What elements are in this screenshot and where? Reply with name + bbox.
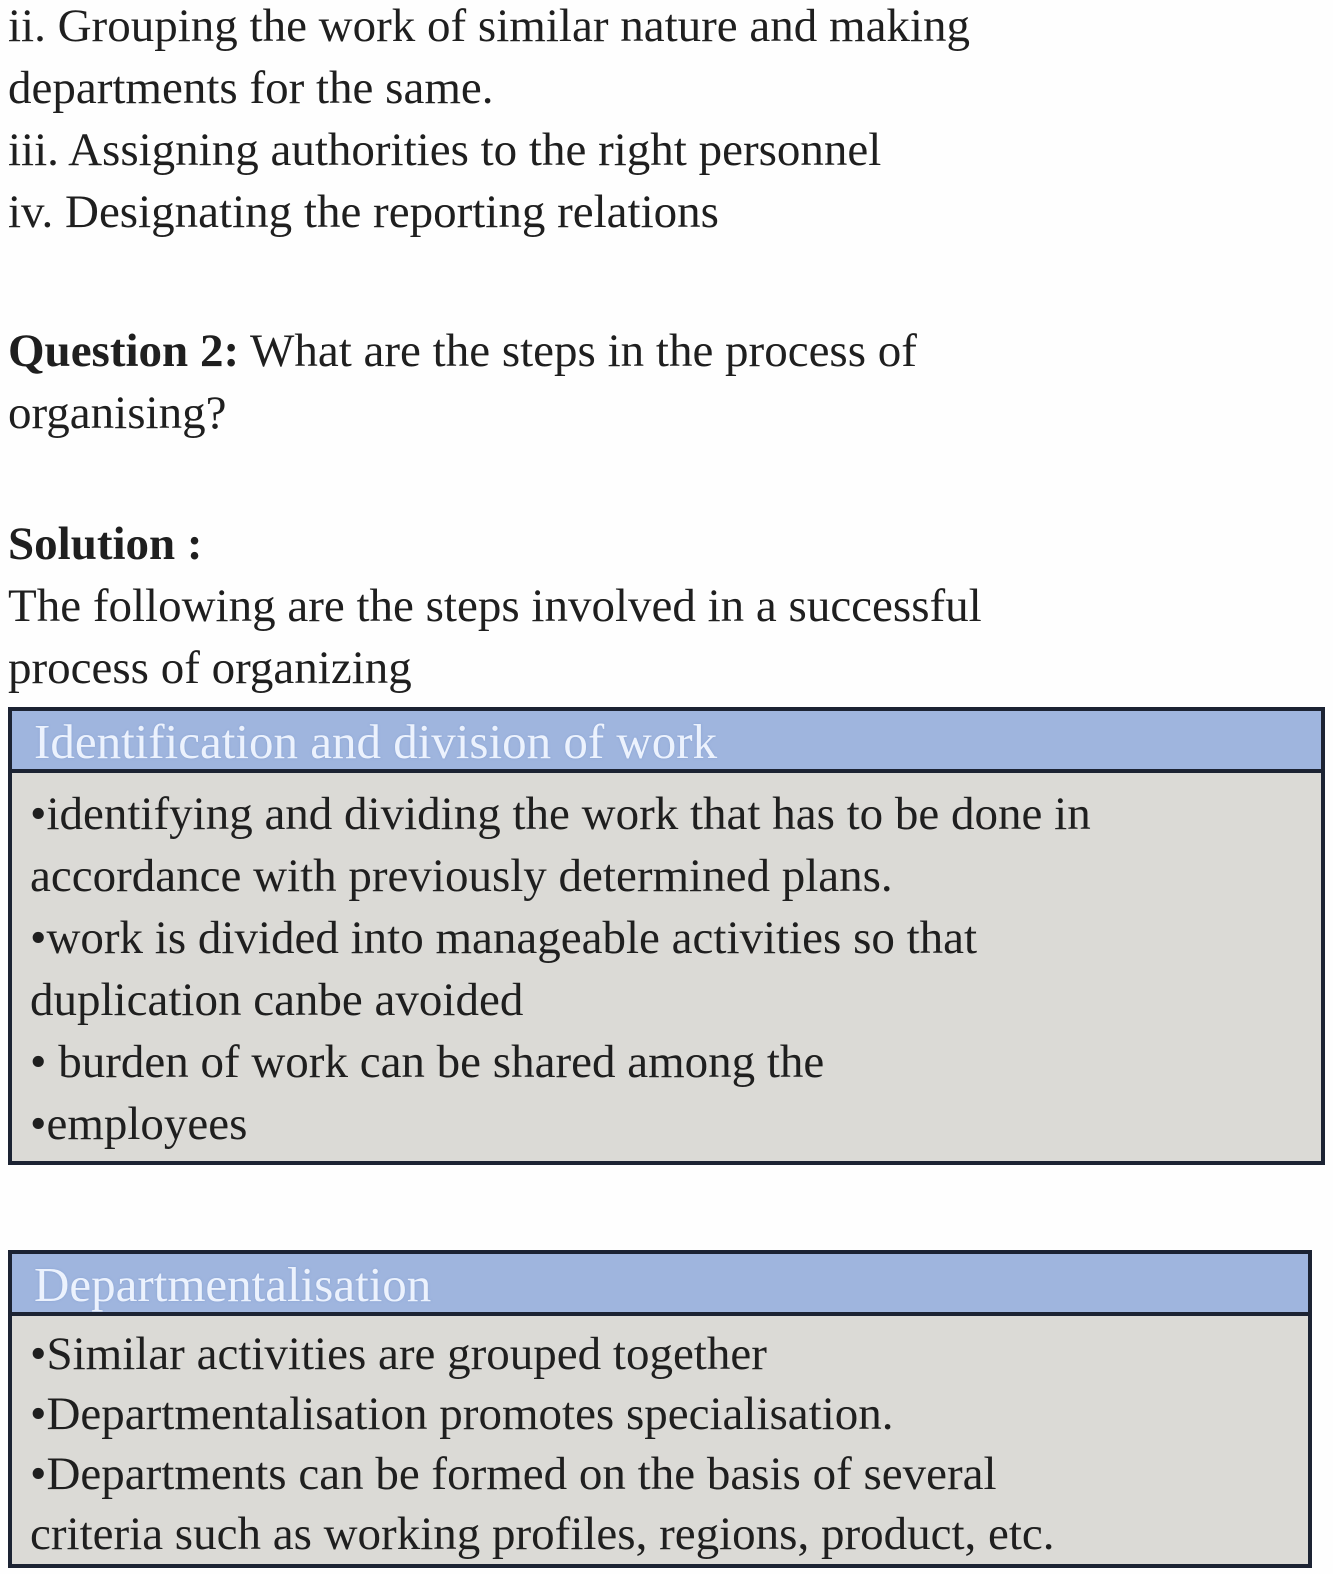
text-line: departments for the same. <box>8 62 494 114</box>
solution-heading: Solution : <box>8 518 203 570</box>
text-line: •identifying and dividing the work that has to be done in <box>30 788 1091 840</box>
text-line: •Similar activities are grouped together <box>30 1328 767 1380</box>
text-line: • burden of work can be shared among the <box>30 1036 825 1088</box>
step-box-identification-header <box>12 711 1321 773</box>
step-box-departmentalisation-title: Departmentalisation <box>34 1257 432 1312</box>
text-line: ii. Grouping the work of similar nature and making <box>8 0 970 52</box>
text-line: iii. Assigning authorities to the right personnel <box>8 124 882 176</box>
text-line: accordance with previously determined plans. <box>30 850 893 902</box>
text-line: •work is divided into manageable activities so that <box>30 912 978 964</box>
text-line: •Departmentalisation promotes specialisation. <box>30 1388 894 1440</box>
question-label: Question 2: <box>8 325 240 377</box>
text-line: •employees <box>30 1098 248 1150</box>
step-box-departmentalisation-body <box>12 1316 1308 1564</box>
question-text: What are the steps in the process of <box>239 325 917 377</box>
numbered-points-section <box>8 0 1325 243</box>
question-section <box>8 320 1325 444</box>
text-line: criteria such as working profiles, regions, product, etc. <box>30 1508 1055 1560</box>
text-line: iv. Designating the reporting relations <box>8 186 719 238</box>
step-box-departmentalisation-header <box>12 1254 1308 1316</box>
step-box-identification <box>8 707 1325 1165</box>
question-line-1 <box>8 320 1325 382</box>
text-line: duplication canbe avoided <box>30 974 524 1026</box>
solution-text <box>8 575 1325 699</box>
text-line: The following are the steps involved in a successful <box>8 580 982 632</box>
step-box-departmentalisation <box>8 1250 1312 1568</box>
text-line: process of organizing <box>8 642 412 694</box>
text-line: •Departments can be formed on the basis of several <box>30 1448 997 1500</box>
question-line-2: organising? <box>8 387 227 439</box>
step-box-identification-body <box>12 773 1321 1161</box>
solution-section <box>8 513 1325 699</box>
step-box-identification-title: Identification and division of work <box>34 714 718 769</box>
